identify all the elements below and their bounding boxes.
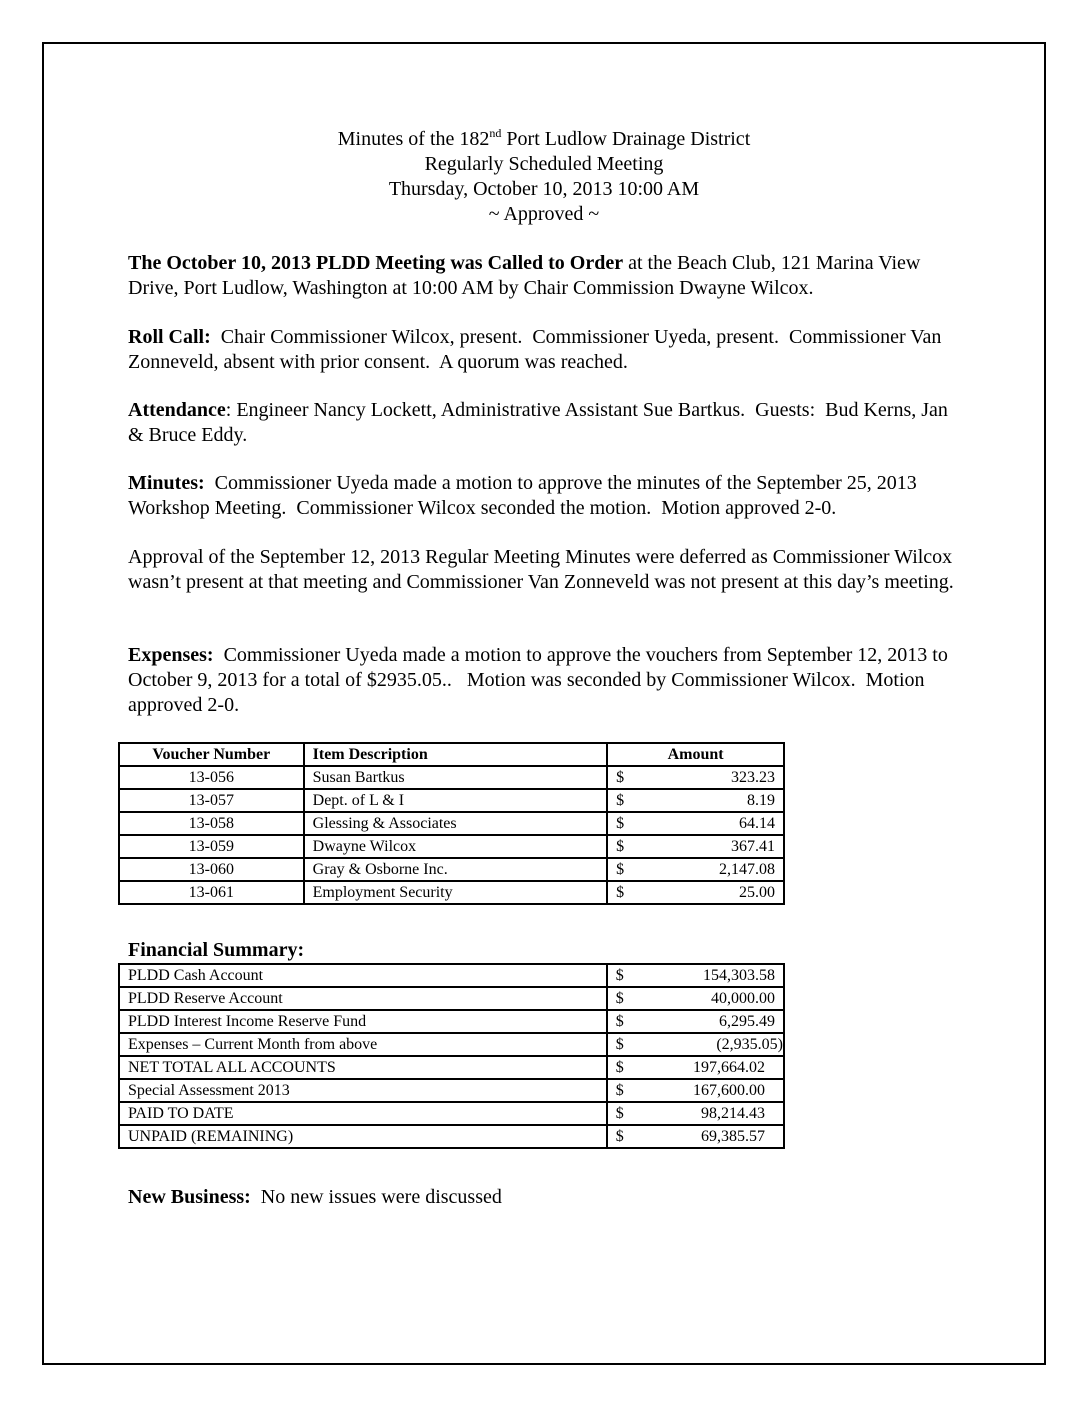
item-description: Susan Bartkus: [304, 766, 608, 789]
item-description: Dept. of L & I: [304, 789, 608, 812]
amount: 197,664.02: [693, 1058, 765, 1076]
item-description: Gray & Osborne Inc.: [304, 858, 608, 881]
currency: $: [615, 1058, 624, 1076]
amount-cell: [607, 987, 784, 1010]
item-description: Dwayne Wilcox: [304, 835, 608, 858]
amount: 98,214.43: [701, 1104, 765, 1122]
currency: $: [615, 989, 624, 1007]
account-label: UNPAID (REMAINING): [119, 1125, 607, 1148]
voucher-number: 13-060: [119, 858, 304, 881]
table-row: [119, 1079, 784, 1102]
table-row: [119, 1125, 784, 1148]
amount: 167,600.00: [693, 1081, 765, 1099]
roll-call-text: Chair Commissioner Wilcox, present. Commissioner Uyeda, present. Commissioner Van Zonneveld, absent with prior consent. A quorum was reached.: [128, 326, 947, 373]
currency: $: [616, 860, 625, 878]
title-prefix: Minutes of the 182: [337, 128, 490, 150]
expenses-text: Commissioner Uyeda made a motion to approve the vouchers from September 12, 2013 to October 9, 2013 for a total of $2935.05.. Motion was seconded by Commissioner Wilcox. Motion approved 2-0.: [128, 644, 953, 716]
item-description: Employment Security: [304, 881, 608, 904]
call-to-order-text: at the Beach Club, 121 Marina View Drive, Port Ludlow, Washington at 10:00 AM by Chair Commission Dwayne Wilcox.: [128, 252, 921, 299]
amount-cell: [607, 1010, 784, 1033]
item-description: Glessing & Associates: [304, 812, 608, 835]
minutes-text: Commissioner Uyeda made a motion to approve the minutes of the September 25, 2013 Workshop Meeting. Commissioner Wilcox seconded the motion. Motion approved 2-0.: [128, 472, 922, 519]
table-row: [119, 1010, 784, 1033]
table-row: [119, 812, 784, 835]
table-row: [119, 789, 784, 812]
amount-cell: [607, 1125, 784, 1148]
financial-summary-title: Financial Summary:: [128, 939, 305, 961]
amount: 2,147.08: [719, 860, 775, 878]
amount: (2,935.05): [716, 1035, 783, 1053]
expenses-paragraph: [128, 643, 968, 718]
amount: 69,385.57: [701, 1127, 765, 1145]
approval-status: ~ Approved ~: [488, 203, 600, 225]
header-voucher-number: Voucher Number: [119, 743, 304, 766]
amount-cell: [607, 835, 784, 858]
amount: 154,303.58: [703, 966, 775, 984]
amount-cell: [607, 1102, 784, 1125]
voucher-number: 13-059: [119, 835, 304, 858]
attendance-paragraph: [128, 398, 968, 448]
amount-cell: [607, 1056, 784, 1079]
table-row: [119, 881, 784, 904]
account-label: PAID TO DATE: [119, 1102, 607, 1125]
currency: $: [615, 1081, 624, 1099]
minutes-paragraph: [128, 471, 968, 521]
amount-cell: [607, 789, 784, 812]
currency: $: [615, 1127, 624, 1145]
table-row: [119, 964, 784, 987]
minutes-label: Minutes:: [128, 472, 205, 494]
currency: $: [616, 791, 625, 809]
title-suffix: Port Ludlow Drainage District: [501, 128, 751, 150]
amount-cell: [607, 964, 784, 987]
title-superscript: nd: [489, 126, 502, 140]
currency: $: [616, 768, 625, 786]
account-label: PLDD Cash Account: [119, 964, 607, 987]
document-header: [0, 127, 1088, 227]
account-label: NET TOTAL ALL ACCOUNTS: [119, 1056, 607, 1079]
account-label: PLDD Reserve Account: [119, 987, 607, 1010]
expenses-label: Expenses:: [128, 644, 214, 666]
account-label: Expenses – Current Month from above: [119, 1033, 607, 1056]
amount-cell: [607, 881, 784, 904]
attendance-label: Attendance: [128, 399, 226, 421]
header-item-description: Item Description: [304, 743, 608, 766]
amount-cell: [607, 812, 784, 835]
table-row: [119, 1033, 784, 1056]
amount-cell: [607, 766, 784, 789]
new-business-text: No new issues were discussed: [250, 1186, 502, 1208]
voucher-number: 13-058: [119, 812, 304, 835]
deferral-paragraph: Approval of the September 12, 2013 Regular Meeting Minutes were deferred as Commissioner Wilcox wasn’t present at that meeting and Commissioner Van Zonneveld was not present at this day’s meeting.: [128, 546, 954, 593]
table-row: [119, 835, 784, 858]
currency: $: [615, 966, 624, 984]
amount-cell: [607, 1079, 784, 1102]
voucher-table: [118, 742, 785, 905]
meeting-date: Thursday, October 10, 2013 10:00 AM: [388, 178, 700, 200]
currency: $: [615, 1012, 624, 1030]
amount: 323.23: [731, 768, 775, 786]
amount: 25.00: [739, 883, 775, 901]
amount: 8.19: [747, 791, 775, 809]
new-business-label: New Business:: [128, 1186, 251, 1208]
amount-cell: [607, 858, 784, 881]
amount: 6,295.49: [719, 1012, 775, 1030]
title-line: [0, 127, 1088, 152]
new-business-paragraph: [128, 1185, 968, 1210]
table-row: [119, 1056, 784, 1079]
meeting-type: Regularly Scheduled Meeting: [424, 153, 664, 175]
roll-call-paragraph: [128, 325, 968, 375]
call-to-order-paragraph: [128, 251, 968, 301]
amount: 40,000.00: [711, 989, 775, 1007]
account-label: PLDD Interest Income Reserve Fund: [119, 1010, 607, 1033]
table-row: [119, 766, 784, 789]
financial-summary-table: [118, 963, 785, 1149]
account-label: Special Assessment 2013: [119, 1079, 607, 1102]
table-row: [119, 987, 784, 1010]
table-row: [119, 1102, 784, 1125]
attendance-text: : Engineer Nancy Lockett, Administrative Assistant Sue Bartkus. Guests: Bud Kerns, Jan & Bruce Eddy.: [128, 399, 953, 446]
voucher-number: 13-061: [119, 881, 304, 904]
voucher-header-row: [119, 743, 784, 766]
amount-cell: [607, 1033, 784, 1056]
currency: $: [615, 1104, 624, 1122]
call-to-order-label: The October 10, 2013 PLDD Meeting was Called to Order: [128, 252, 624, 274]
voucher-number: 13-056: [119, 766, 304, 789]
header-amount: Amount: [607, 743, 784, 766]
currency: $: [616, 837, 625, 855]
roll-call-label: Roll Call:: [128, 326, 211, 348]
currency: $: [615, 1035, 624, 1053]
amount: 367.41: [731, 837, 775, 855]
table-row: [119, 858, 784, 881]
currency: $: [616, 814, 625, 832]
amount: 64.14: [739, 814, 775, 832]
currency: $: [616, 883, 625, 901]
voucher-number: 13-057: [119, 789, 304, 812]
